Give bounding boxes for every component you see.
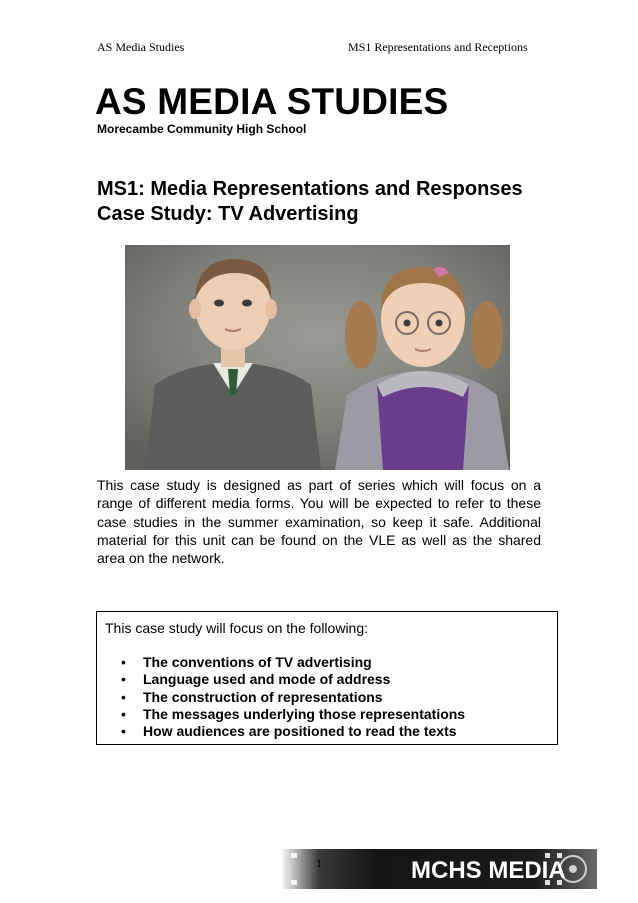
document-title: AS MEDIA STUDIES [95,81,449,122]
header-left-text: AS Media Studies [97,40,185,54]
bullet-icon: • [121,654,126,670]
unit-heading-line-1: MS1: Media Representations and Responses [97,178,523,200]
intro-paragraph: This case study is designed as part of series which will focus on a range of different media forms. You will be expected to refer to these case studies in the summer examination, so keep it safe. Additional material for this unit can be found on the VLE as well as the shared area on the network. [97,477,541,567]
unit-heading-line-2: Case Study: TV Advertising [97,203,359,225]
focus-list-item: • How audiences are positioned to read the texts [121,723,457,740]
bullet-icon: • [121,671,126,688]
unit-heading [97,177,523,227]
logo-text: MCHS MEDIA [411,857,566,884]
header-right-text: MS1 Representations and Receptions [348,40,528,54]
focus-lead-text: This case study will focus on the following: [105,620,369,636]
bullet-icon: • [121,705,126,722]
focus-box [96,611,558,745]
mchs-media-logo [281,849,597,889]
focus-list-item: • The construction of representations [121,688,383,705]
bullet-icon: • [121,688,126,705]
focus-list-item: • The messages underlying those representations [121,705,466,722]
advert-still-photo [125,245,510,470]
focus-list-item: • The conventions of TV advertising [121,654,372,670]
focus-list [121,654,465,740]
page-number: 1 [316,856,322,870]
school-name: Morecambe Community High School [97,122,307,136]
bullet-icon: • [121,723,126,740]
focus-list-item: • Language used and mode of address [121,671,391,688]
